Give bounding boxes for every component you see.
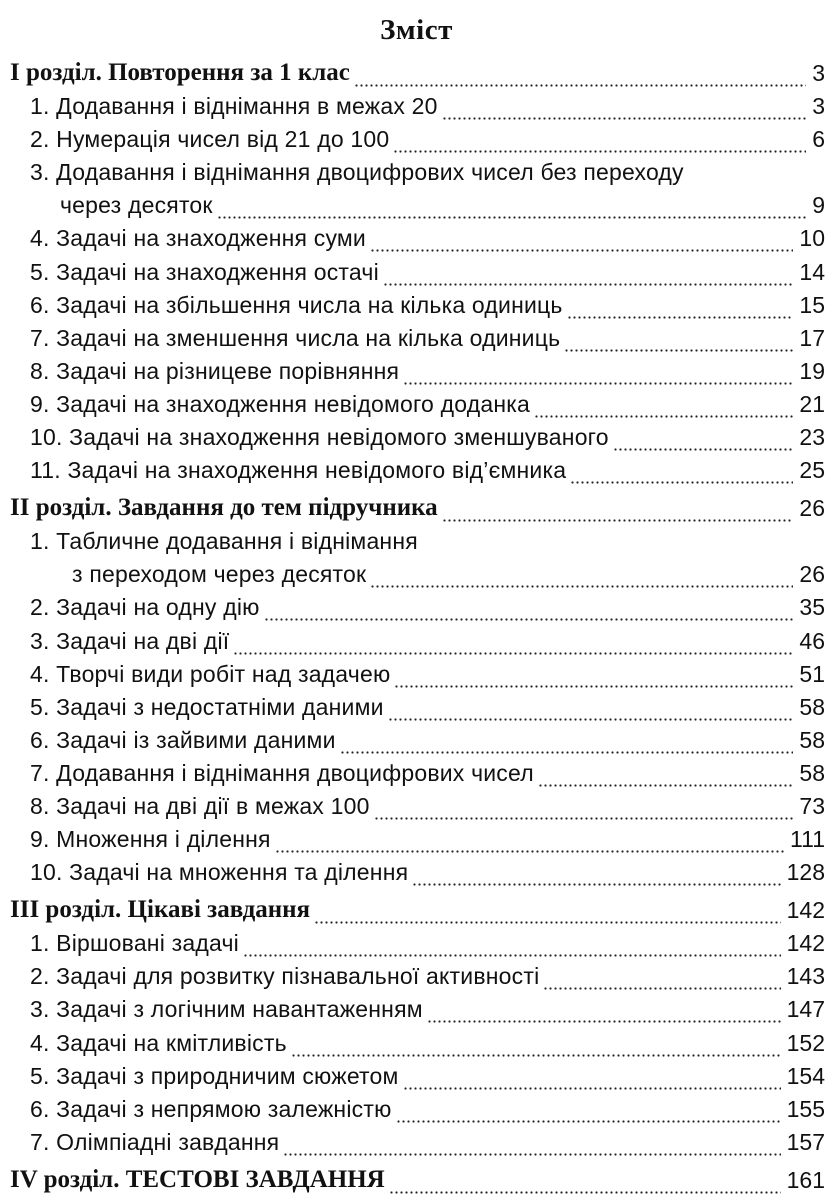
toc-dot-leader xyxy=(354,66,806,88)
toc-dot-leader xyxy=(442,501,794,523)
toc-dot-leader xyxy=(374,799,794,821)
toc-entry[interactable] xyxy=(30,725,825,755)
toc-dot-leader xyxy=(394,667,793,689)
toc-entry[interactable] xyxy=(30,356,825,386)
toc-dot-leader xyxy=(613,430,794,452)
toc-page-number: 46 xyxy=(799,627,825,654)
toc-entry[interactable] xyxy=(30,928,825,958)
toc-entry-label: 4. Задачі на знаходження суми xyxy=(30,225,366,252)
toc-dot-leader xyxy=(370,231,793,253)
toc-page-number: 17 xyxy=(799,324,825,351)
toc-entry[interactable] xyxy=(30,455,825,485)
toc-dot-leader xyxy=(534,397,793,419)
toc-entry-label-continued: через десяток xyxy=(60,192,213,219)
toc-page-number: 128 xyxy=(786,859,825,886)
toc-dot-leader xyxy=(538,766,794,788)
toc-entry-label: 6. Задачі із зайвими даними xyxy=(30,726,336,753)
toc-page-number: 15 xyxy=(799,291,825,318)
toc-entry-label: 7. Задачі на зменшення числа на кілька одиниць xyxy=(30,324,561,351)
toc-entry[interactable] xyxy=(30,91,825,121)
toc-section-label: IV розділ. ТЕСТОВІ ЗАВДАННЯ xyxy=(10,1165,385,1193)
toc-page-number: 147 xyxy=(786,996,825,1023)
toc-entry-label-continued: з переходом через десяток xyxy=(72,561,367,588)
toc-dot-leader xyxy=(217,198,807,220)
toc-entry[interactable] xyxy=(30,857,825,887)
toc-entry[interactable] xyxy=(30,994,825,1024)
toc-entry[interactable] xyxy=(30,791,825,821)
toc-dot-leader xyxy=(427,1002,781,1024)
toc-entry[interactable] xyxy=(30,592,825,622)
toc-page-number: 6 xyxy=(812,126,825,153)
toc-dot-leader xyxy=(275,832,784,854)
toc-page-number: 154 xyxy=(786,1062,825,1089)
toc-entry-label: 10. Задачі на знаходження невідомого зменшуваного xyxy=(30,423,609,450)
toc-dot-leader xyxy=(243,936,781,958)
toc-dot-leader xyxy=(570,463,793,485)
toc-entry-label: 11. Задачі на знаходження невідомого від’ємника xyxy=(30,457,567,484)
toc-dot-leader xyxy=(403,364,793,386)
toc-entry[interactable] xyxy=(30,124,825,154)
toc-page-number: 58 xyxy=(799,759,825,786)
toc-dot-leader xyxy=(412,865,780,887)
toc-page-number: 58 xyxy=(799,726,825,753)
toc-entry[interactable] xyxy=(30,1094,825,1124)
toc-section-label: ІІІ розділ. Цікаві завдання xyxy=(10,896,311,924)
toc-entry-label: 3. Задачі на дві дії xyxy=(30,627,230,654)
toc-dot-leader xyxy=(393,132,806,154)
toc-page-number: 23 xyxy=(799,423,825,450)
toc-dot-leader xyxy=(370,567,793,589)
toc-entry-label: 7. Олімпіадні завдання xyxy=(30,1128,280,1155)
toc-entry-label: 6. Задачі на збільшення числа на кілька одиниць xyxy=(30,291,563,318)
toc-entry-label: 4. Творчі види робіт над задачею xyxy=(30,660,391,687)
toc-page-number: 3 xyxy=(812,93,825,120)
toc-entry[interactable] xyxy=(30,1028,825,1058)
toc-dot-leader xyxy=(283,1135,780,1157)
toc-page-number: 3 xyxy=(812,60,825,86)
toc-entry-label: 5. Задачі з природничим сюжетом xyxy=(30,1062,399,1089)
toc-entry[interactable] xyxy=(30,659,825,689)
toc-entry[interactable] xyxy=(30,1127,825,1157)
toc-section-4[interactable] xyxy=(10,1165,825,1195)
toc-entry-label: 2. Нумерація чисел від 21 до 100 xyxy=(30,126,390,153)
toc-page-number: 161 xyxy=(786,1166,825,1193)
toc-entry-label: 7. Додавання і віднімання двоцифрових чисел xyxy=(30,759,534,786)
toc-dot-leader xyxy=(264,600,794,622)
toc-entry[interactable] xyxy=(30,758,825,788)
toc-entry[interactable] xyxy=(30,961,825,991)
toc-page-number: 25 xyxy=(799,457,825,484)
toc-entry[interactable] xyxy=(60,190,825,220)
toc-page-number: 73 xyxy=(799,792,825,819)
toc-dot-leader xyxy=(314,903,781,925)
toc-dot-leader xyxy=(383,265,794,287)
toc-dot-leader xyxy=(396,1102,781,1124)
toc-entry[interactable] xyxy=(30,692,825,722)
toc-entry[interactable] xyxy=(30,626,825,656)
toc-entry[interactable] xyxy=(30,290,825,320)
toc-entry[interactable] xyxy=(30,824,825,854)
toc-page-number: 35 xyxy=(799,594,825,621)
toc-page-number: 26 xyxy=(799,561,825,588)
toc-entry-label: 6. Задачі з непрямою залежністю xyxy=(30,1095,392,1122)
toc-page-number: 19 xyxy=(799,357,825,384)
toc-section-label: І розділ. Повторення за 1 клас xyxy=(10,59,350,86)
toc-page-number: 10 xyxy=(799,225,825,252)
toc-section-1[interactable] xyxy=(10,58,825,88)
toc-section-label: ІІ розділ. Завдання до тем підручника xyxy=(10,494,438,522)
toc-entry-label: 9. Задачі на знаходження невідомого доданка xyxy=(30,390,531,417)
toc-page-number: 152 xyxy=(786,1029,825,1056)
toc-page-number: 155 xyxy=(786,1095,825,1122)
toc-dot-leader xyxy=(403,1069,781,1091)
toc-entry-label: 1. Додавання і віднімання в межах 20 xyxy=(30,93,438,120)
toc-page-number: 142 xyxy=(786,930,825,957)
toc-entry[interactable] xyxy=(30,257,825,287)
toc-section-3[interactable] xyxy=(10,895,825,925)
toc-entry-label: 2. Задачі для розвитку пізнавальної активності xyxy=(30,963,540,990)
toc-dot-leader xyxy=(291,1036,781,1058)
toc-entry[interactable] xyxy=(30,422,825,452)
toc-page-number: 157 xyxy=(786,1128,825,1155)
toc-dot-leader xyxy=(389,1173,781,1195)
toc-dot-leader xyxy=(340,733,794,755)
toc-page-number: 21 xyxy=(799,390,825,417)
toc-entry[interactable] xyxy=(30,389,825,419)
toc-entry-label: 4. Задачі на кмітливість xyxy=(30,1029,287,1056)
toc-page-number: 9 xyxy=(812,192,825,219)
toc-dot-leader xyxy=(567,298,794,320)
toc-entry-label: 5. Задачі з недостатніми даними xyxy=(30,693,384,720)
toc-entry-label[interactable]: 1. Табличне додавання і віднімання xyxy=(30,528,418,555)
toc-entry-label: 8. Задачі на різницеве порівняння xyxy=(30,357,400,384)
toc-entry[interactable] xyxy=(30,323,825,353)
toc-entry-label: 8. Задачі на дві дії в межах 100 xyxy=(30,792,370,819)
toc-entry-label: 3. Задачі з логічним навантаженням xyxy=(30,996,423,1023)
toc-dot-leader xyxy=(233,634,793,656)
toc-dot-leader xyxy=(442,99,807,121)
toc-entry-label: 10. Задачі на множення та ділення xyxy=(30,859,409,886)
toc-page-number: 14 xyxy=(799,258,825,285)
toc-entry[interactable] xyxy=(72,559,825,589)
toc-page-number: 142 xyxy=(786,897,825,924)
toc-page-number: 143 xyxy=(786,963,825,990)
toc-page-number: 58 xyxy=(799,693,825,720)
toc-entry[interactable] xyxy=(30,223,825,253)
toc-entry-label: 9. Множення і ділення xyxy=(30,826,271,853)
toc-section-2[interactable] xyxy=(10,493,825,523)
toc-dot-leader xyxy=(388,700,794,722)
page-title: Зміст xyxy=(380,14,453,46)
toc-entry-label[interactable]: 3. Додавання і віднімання двоцифрових чисел без переходу xyxy=(30,159,684,186)
toc-entry-label: 5. Задачі на знаходження остачі xyxy=(30,258,379,285)
toc-entry-label: 1. Віршовані задачі xyxy=(30,930,239,957)
toc-dot-leader xyxy=(543,969,780,991)
toc-page-number: 51 xyxy=(799,660,825,687)
toc-dot-leader xyxy=(564,331,793,353)
toc-page-number: 26 xyxy=(799,495,825,522)
toc-entry[interactable] xyxy=(30,1061,825,1091)
toc-page-number: 111 xyxy=(790,826,825,853)
toc-entry-label: 2. Задачі на одну дію xyxy=(30,594,260,621)
